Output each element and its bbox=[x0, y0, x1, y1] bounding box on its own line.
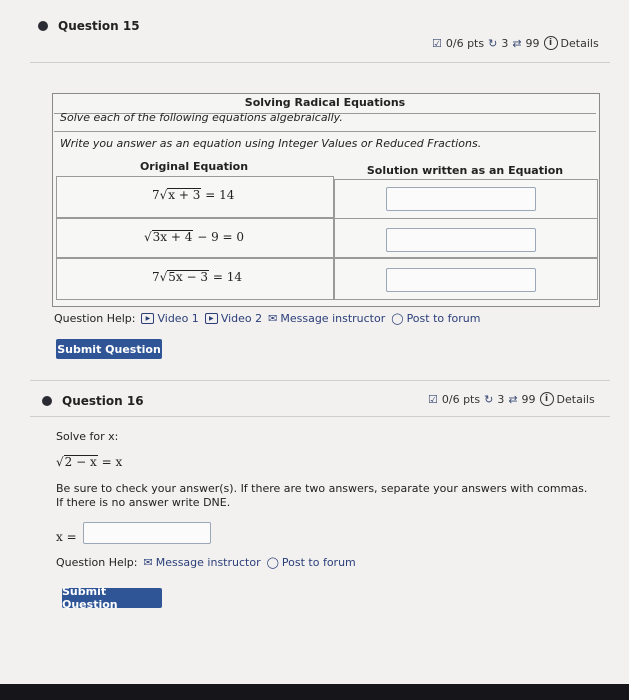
info-icon: i bbox=[544, 36, 558, 50]
question-meta bbox=[432, 36, 599, 50]
equation-rest: = 14 bbox=[205, 188, 235, 202]
question-help bbox=[56, 556, 356, 569]
question-title: Question 16 bbox=[62, 394, 144, 408]
video-1-label[interactable]: Video 1 bbox=[157, 312, 199, 325]
submit-question-button[interactable]: Submit Question bbox=[56, 339, 162, 359]
score-icon: ☑ bbox=[428, 392, 438, 406]
divider bbox=[30, 416, 610, 417]
attempts-icon: ↻ bbox=[484, 392, 494, 406]
message-instructor-link[interactable] bbox=[268, 312, 385, 325]
attempts-count: 3 bbox=[497, 392, 505, 406]
attempts-icon: ↻ bbox=[488, 36, 498, 50]
video-2-label[interactable]: Video 2 bbox=[220, 312, 263, 325]
video-icon: ▶ bbox=[205, 313, 218, 324]
message-instructor-label[interactable]: Message instructor bbox=[155, 556, 261, 569]
equation bbox=[144, 230, 244, 244]
retries-count: 99 bbox=[525, 36, 540, 50]
video-2-link[interactable] bbox=[205, 312, 262, 325]
sqrt-icon: √ bbox=[159, 188, 168, 202]
bullet-icon bbox=[38, 21, 48, 31]
envelope-icon: ✉ bbox=[143, 556, 153, 569]
table-instruction: Solve each of the following equations algebraically. bbox=[60, 111, 343, 124]
question-instructions: Be sure to check your answer(s). If there are two answers, separate your answers with commas. If there is no answer write DNE. bbox=[56, 482, 588, 509]
sqrt-icon: √ bbox=[159, 270, 168, 284]
post-to-forum-label[interactable]: Post to forum bbox=[406, 312, 481, 325]
retries-icon: ⇄ bbox=[512, 36, 522, 50]
help-label: Question Help: bbox=[54, 312, 136, 325]
column-header-solution: Solution written as an Equation bbox=[366, 164, 564, 177]
message-instructor-label[interactable]: Message instructor bbox=[280, 312, 386, 325]
divider bbox=[30, 380, 610, 381]
question-meta bbox=[428, 392, 595, 406]
equation-rest: − 9 = 0 bbox=[197, 230, 245, 244]
equation-radicand: x + 3 bbox=[168, 188, 201, 202]
details-link[interactable] bbox=[540, 392, 595, 406]
score-text: 0/6 pts bbox=[441, 392, 481, 406]
post-to-forum-link[interactable] bbox=[391, 312, 480, 325]
attempts-count: 3 bbox=[501, 36, 509, 50]
sqrt-icon: √ bbox=[56, 455, 64, 469]
help-label: Question Help: bbox=[56, 556, 138, 569]
retries-count: 99 bbox=[521, 392, 536, 406]
question-title: Question 15 bbox=[58, 19, 140, 33]
retries-icon: ⇄ bbox=[508, 392, 518, 406]
solution-input[interactable] bbox=[386, 268, 536, 292]
envelope-icon: ✉ bbox=[268, 312, 278, 325]
bullet-icon bbox=[42, 396, 52, 406]
answer-label: x = bbox=[56, 530, 77, 544]
video-1-link[interactable] bbox=[141, 312, 198, 325]
details-link[interactable] bbox=[544, 36, 599, 50]
chat-bubble-icon: ◯ bbox=[391, 312, 404, 325]
equation-radicand: 5x − 3 bbox=[168, 270, 209, 284]
info-icon: i bbox=[540, 392, 554, 406]
sqrt-icon: √ bbox=[144, 230, 152, 244]
message-instructor-link[interactable] bbox=[143, 556, 260, 569]
answer-input[interactable] bbox=[83, 522, 211, 544]
table-rule bbox=[54, 131, 596, 132]
equation-coefficient: 7 bbox=[152, 188, 160, 202]
equation-radicand: 2 − x bbox=[64, 455, 97, 469]
score-text: 0/6 pts bbox=[445, 36, 485, 50]
score-icon: ☑ bbox=[432, 36, 442, 50]
chat-bubble-icon: ◯ bbox=[266, 556, 279, 569]
details-label[interactable]: Details bbox=[560, 36, 599, 50]
screen-bottom-bezel bbox=[0, 684, 629, 700]
equation-rest: = 14 bbox=[212, 270, 242, 284]
equation-radicand: 3x + 4 bbox=[152, 230, 193, 244]
equation bbox=[56, 455, 122, 469]
solution-input[interactable] bbox=[386, 187, 536, 211]
table-title: Solving Radical Equations bbox=[244, 96, 406, 109]
details-label[interactable]: Details bbox=[556, 392, 595, 406]
table-instruction: Write you answer as an equation using Integer Values or Reduced Fractions. bbox=[60, 137, 482, 150]
video-icon: ▶ bbox=[141, 313, 154, 324]
post-to-forum-link[interactable] bbox=[267, 556, 356, 569]
post-to-forum-label[interactable]: Post to forum bbox=[281, 556, 356, 569]
solution-input[interactable] bbox=[386, 228, 536, 252]
equation bbox=[152, 270, 242, 284]
question-help bbox=[54, 312, 480, 325]
equation-rest: = x bbox=[101, 455, 123, 469]
equation bbox=[152, 188, 234, 202]
column-header-original: Original Equation bbox=[139, 160, 249, 173]
equation-coefficient: 7 bbox=[152, 270, 160, 284]
submit-question-button[interactable]: Submit Question bbox=[62, 588, 162, 608]
divider bbox=[30, 62, 610, 63]
question-prompt: Solve for x: bbox=[56, 430, 119, 443]
